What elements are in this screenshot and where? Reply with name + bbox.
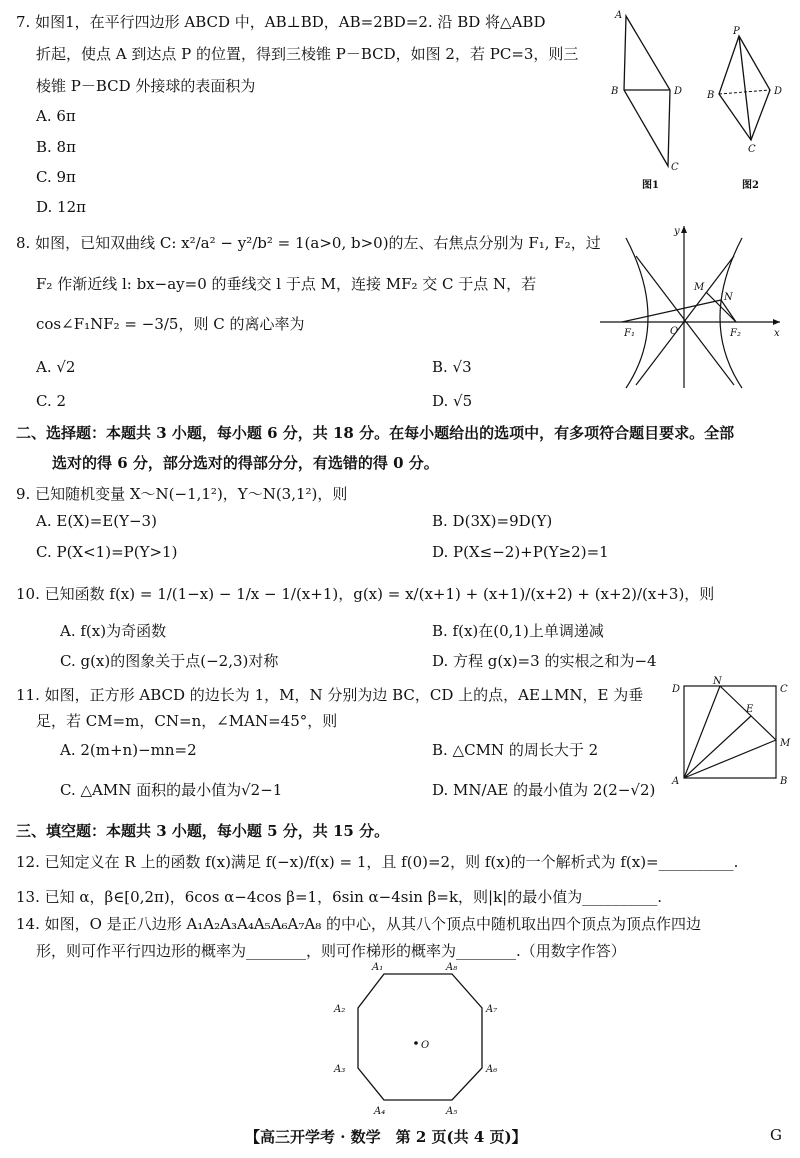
q7-option-c: C. 9π <box>36 168 76 186</box>
q14-center-dot <box>414 1041 418 1045</box>
q7-stem-line3: 棱锥 P－BCD 外接球的表面积为 <box>36 77 256 95</box>
q9-option-d: D. P(X≤−2)+P(Y≥2)=1 <box>432 543 609 561</box>
q7-option-b: B. 8π <box>36 138 76 156</box>
q14-label-a2: A₂ <box>334 1004 346 1015</box>
q8-label-y: y <box>674 226 680 237</box>
q9-option-b: B. D(3X)=9D(Y) <box>432 512 553 530</box>
q10-option-a: A. f(x)为奇函数 <box>60 622 167 640</box>
q8-stem-line3: cos∠F₁NF₂ = −3/5，则 C 的离心率为 <box>36 315 305 333</box>
q11-label-m: M <box>780 738 791 749</box>
q8-option-a: A. √2 <box>36 358 76 376</box>
q10-option-d: D. 方程 g(x)=3 的实根之和为−4 <box>432 652 657 670</box>
q8-hyperbola-figure <box>596 220 788 395</box>
q8-stem-line1: 8. 如图，已知双曲线 C: x²/a² − y²/b² = 1(a>0, b>0)的左、右焦点分别为 F₁, F₂，过 <box>16 234 601 252</box>
q7-figure <box>606 8 796 200</box>
q11-option-d: D. MN/AE 的最小值为 2(2−√2) <box>432 781 656 799</box>
q14-stem-line2: 形，则可作平行四边形的概率为________，则可作梯形的概率为________.（用数字作答） <box>36 942 626 960</box>
q11-label-n: N <box>713 676 722 687</box>
q7-fig2-caption: 图2 <box>742 180 759 191</box>
q7-fig1-caption: 图1 <box>642 180 659 191</box>
section3-heading: 三、填空题：本题共 3 小题，每小题 5 分，共 15 分。 <box>16 822 390 840</box>
q14-octagon <box>358 974 482 1100</box>
q11-line-ae <box>684 716 751 778</box>
q9-option-c: C. P(X<1)=P(Y>1) <box>36 543 178 561</box>
q7-fig2-label-d: D <box>774 86 783 97</box>
q11-line-an <box>684 686 720 778</box>
q12-text: 12. 已知定义在 R 上的函数 f(x)满足 f(−x)/f(x) = 1，且 f(0)=2，则 f(x)的一个解析式为 f(x)=__________. <box>16 853 739 871</box>
q7-fig2-label-b: B <box>707 90 715 101</box>
section2-heading-line1: 二、选择题：本题共 3 小题，每小题 6 分，共 18 分。在每小题给出的选项中，有多项符合题目要求。全部 <box>16 424 735 442</box>
q14-label-a6: A₆ <box>486 1064 498 1075</box>
q14-stem-line1: 14. 如图，O 是正八边形 A₁A₂A₃A₄A₅A₆A₇A₈ 的中心，从其八个顶点中随机取出四个顶点为顶点作四边 <box>16 915 701 933</box>
q8-label-x: x <box>774 328 780 339</box>
q9-stem: 9. 已知随机变量 X～N(−1,1²)，Y～N(3,1²)，则 <box>16 485 348 503</box>
q11-line-am <box>684 740 776 778</box>
q7-fig1-label-c: C <box>671 162 679 173</box>
q11-option-c: C. △AMN 面积的最小值为√2−1 <box>60 781 283 799</box>
q8-stem-line2: F₂ 作渐近线 l: bx−ay=0 的垂线交 l 于点 M，连接 MF₂ 交 C 于点 N，若 <box>36 275 537 293</box>
q7-fig2-label-c: C <box>748 144 756 155</box>
q11-square <box>684 686 776 778</box>
q13-text: 13. 已知 α，β∈[0,2π)，6cos α−4cos β=1，6sin α−4sin β=k，则|k|的最小值为__________. <box>16 888 663 906</box>
q11-square-figure <box>668 678 792 790</box>
q14-label-a4: A₄ <box>374 1106 386 1117</box>
q7-fig1-label-d: D <box>674 86 683 97</box>
q8-label-o: O <box>670 326 679 337</box>
q14-label-a5: A₅ <box>446 1106 458 1117</box>
q7-option-a: A. 6π <box>36 107 76 125</box>
q8-line-n-f2 <box>721 300 736 322</box>
q8-label-m: M <box>694 282 705 293</box>
q11-stem-line1: 11. 如图，正方形 ABCD 的边长为 1，M，N 分别为边 BC，CD 上的点，AE⊥MN，E 为垂 <box>16 686 644 704</box>
q14-label-a8: A₈ <box>446 962 458 973</box>
q8-x-arrow <box>773 319 780 325</box>
q11-label-c: C <box>780 684 788 695</box>
q7-fig1-label-b: B <box>611 86 619 97</box>
q7-stem-line2: 折起，使点 A 到达点 P 的位置，得到三棱锥 P－BCD，如图 2，若 PC=3，则三 <box>36 45 579 63</box>
q7-fig2-label-p: P <box>733 26 740 37</box>
q14-label-a3: A₃ <box>334 1064 346 1075</box>
q11-label-a: A <box>672 776 680 787</box>
q14-label-a7: A₇ <box>486 1004 498 1015</box>
q8-label-f1: F₁ <box>624 328 635 339</box>
q11-option-a: A. 2(m+n)−mn=2 <box>60 741 197 759</box>
page-footer: 【高三开学考 · 数学 第 2 页(共 4 页)】 <box>245 1128 527 1146</box>
q8-label-n: N <box>724 292 733 303</box>
q11-stem-line2: 足，若 CM=m，CN=n，∠MAN=45°，则 <box>36 712 338 730</box>
q10-stem: 10. 已知函数 f(x) = 1/(1−x) − 1/x − 1/(x+1)，g(x) = x/(x+1) + (x+1)/(x+2) + (x+2)/(x+3)，则 <box>16 585 715 603</box>
q11-label-d: D <box>672 684 681 695</box>
q8-y-arrow <box>681 226 687 233</box>
q10-option-c: C. g(x)的图象关于点(−2,3)对称 <box>60 652 279 670</box>
q11-label-b: B <box>780 776 788 787</box>
q7-fig1-label-a: A <box>615 10 623 21</box>
q8-option-c: C. 2 <box>36 392 67 410</box>
q14-label-o: O <box>421 1040 430 1051</box>
q7-option-d: D. 12π <box>36 198 86 216</box>
q10-option-b: B. f(x)在(0,1)上单调递减 <box>432 622 604 640</box>
q14-label-a1: A₁ <box>372 962 384 973</box>
q14-octagon-figure <box>322 960 502 1120</box>
q8-label-f2: F₂ <box>730 328 741 339</box>
q8-hyperbola-left-branch <box>626 238 648 388</box>
q9-option-a: A. E(X)=E(Y−3) <box>36 512 157 530</box>
q8-option-d: D. √5 <box>432 392 473 410</box>
q7-fig1-parallelogram <box>624 16 670 166</box>
q8-option-b: B. √3 <box>432 358 472 376</box>
q11-option-b: B. △CMN 的周长大于 2 <box>432 741 599 759</box>
q11-label-e: E <box>746 704 754 715</box>
section2-heading-line2: 选对的得 6 分，部分选对的得部分分，有选错的得 0 分。 <box>52 454 439 472</box>
page-corner-mark: G <box>770 1126 782 1144</box>
q7-stem-line1: 7. 如图1，在平行四边形 ABCD 中，AB⊥BD，AB=2BD=2. 沿 BD 将△ABD <box>16 13 546 31</box>
q7-fig2-bd-dashed <box>719 90 770 94</box>
